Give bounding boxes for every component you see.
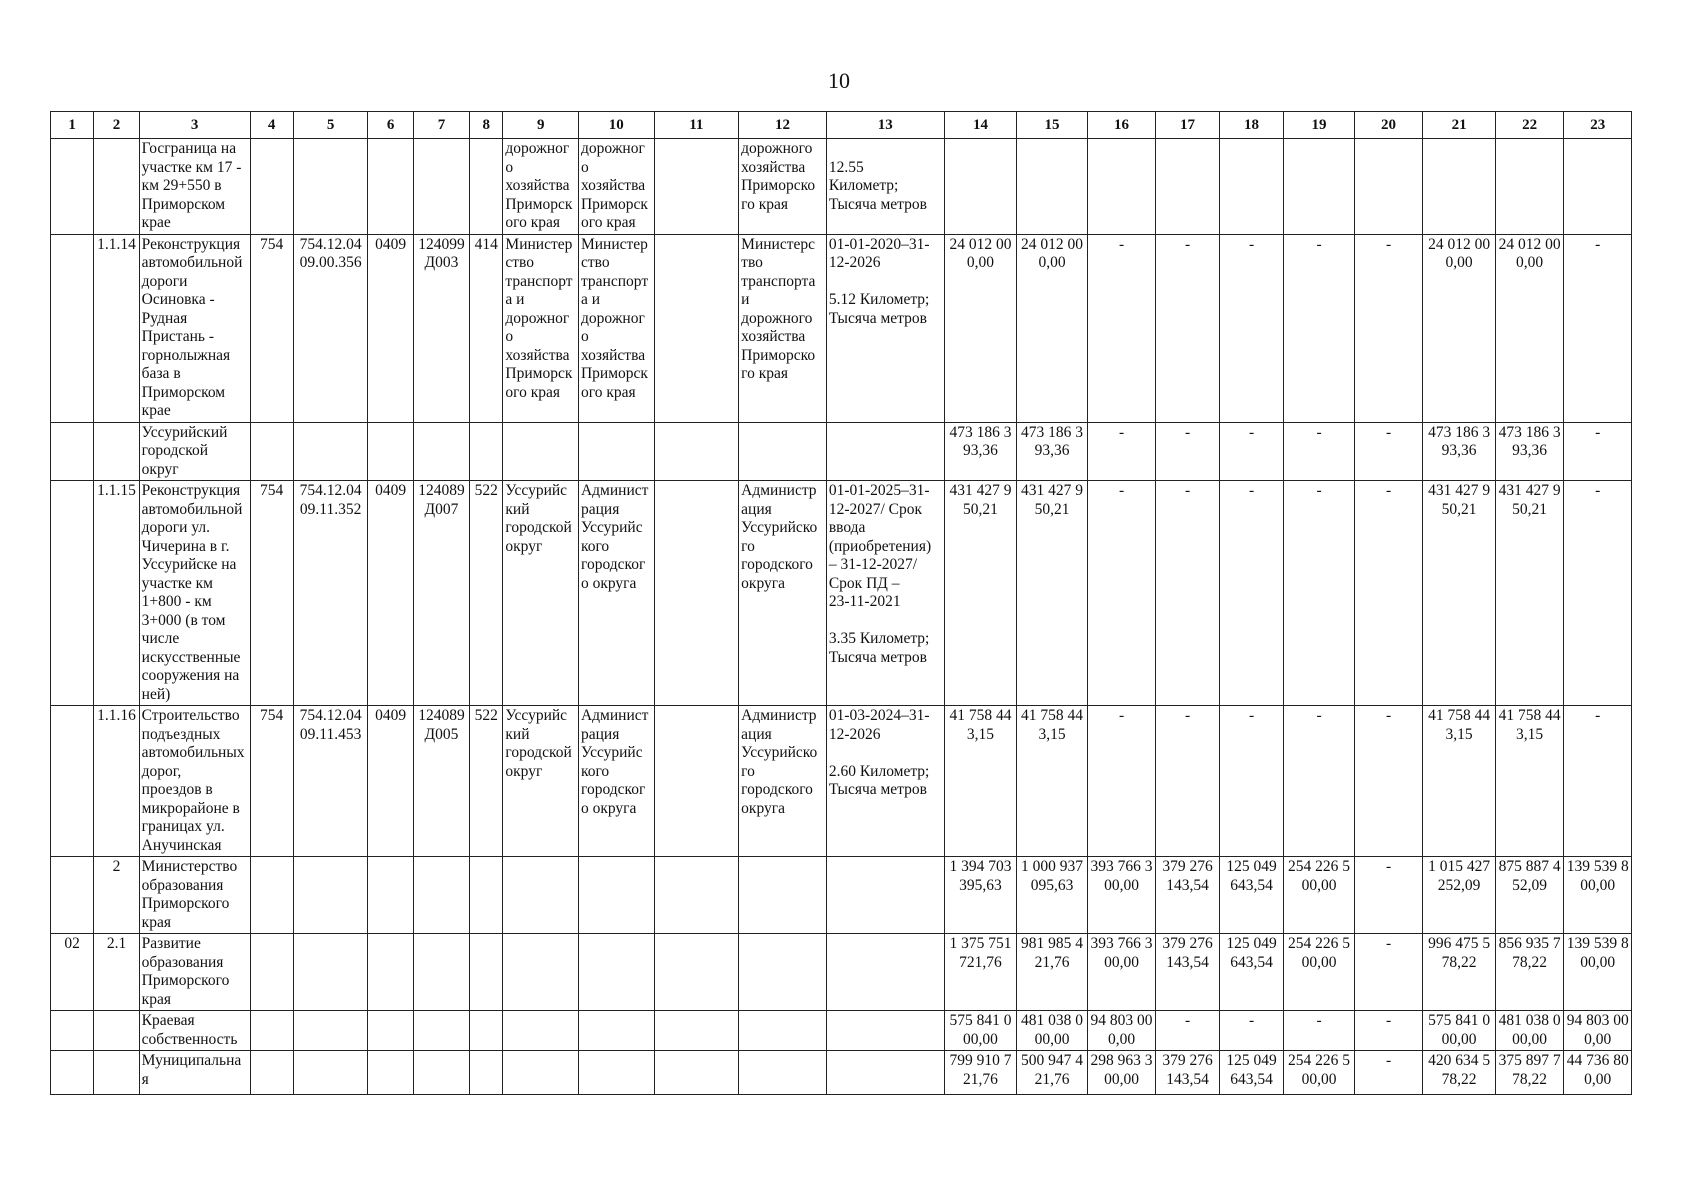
column-header-5: 5 (293, 112, 368, 139)
cell-col-23: - (1564, 234, 1632, 422)
cell-col-11 (654, 481, 739, 706)
cell-col-15: 473 186 3 93,36 (1017, 422, 1088, 481)
column-header-15: 15 (1017, 112, 1088, 139)
cell-col-5 (293, 1051, 368, 1095)
column-header-2: 2 (94, 112, 139, 139)
cell-col-3: Уссурийский городской округ (139, 422, 250, 481)
column-header-20: 20 (1354, 112, 1423, 139)
cell-col-9: Уссурийс кий городской округ (503, 706, 579, 857)
cell-col-20: - (1354, 1011, 1423, 1051)
cell-col-10 (578, 1051, 654, 1095)
cell-col-16: 94 803 00 0,00 (1087, 1011, 1156, 1051)
cell-col-21: 473 186 3 93,36 (1423, 422, 1496, 481)
cell-col-21: 996 475 5 78,22 (1423, 934, 1496, 1011)
cell-col-17: - (1156, 1011, 1219, 1051)
cell-col-12 (739, 934, 827, 1011)
cell-col-10: дорожног о хозяйства Приморск ого края (578, 139, 654, 235)
cell-col-18: 125 049 643,54 (1219, 1051, 1283, 1095)
cell-col-16: - (1087, 234, 1156, 422)
cell-col-3: Краевая собственность (139, 1011, 250, 1051)
cell-col-3: Министерство образования Приморского края (139, 857, 250, 934)
cell-col-16: - (1087, 422, 1156, 481)
cell-col-14: 431 427 9 50,21 (944, 481, 1017, 706)
table-row (51, 422, 1632, 481)
cell-col-9 (503, 1051, 579, 1095)
cell-col-15: 41 758 44 3,15 (1017, 706, 1088, 857)
cell-col-7: 124089 Д007 (413, 481, 469, 706)
cell-col-19: - (1284, 422, 1355, 481)
cell-col-4: 754 (250, 234, 293, 422)
cell-col-21: 575 841 0 00,00 (1423, 1011, 1496, 1051)
cell-col-21: 41 758 44 3,15 (1423, 706, 1496, 857)
cell-col-17: - (1156, 481, 1219, 706)
cell-col-9 (503, 857, 579, 934)
table-row (51, 706, 1632, 857)
cell-col-6 (368, 139, 413, 235)
cell-col-9: дорожног о хозяйства Приморск ого края (503, 139, 579, 235)
cell-col-12 (739, 422, 827, 481)
cell-col-6 (368, 422, 413, 481)
column-header-13: 13 (826, 112, 944, 139)
cell-col-9: Министер ство транспорт а и дорожног о хозяйства Приморск ого края (503, 234, 579, 422)
cell-col-12 (739, 1011, 827, 1051)
cell-col-2: 2 (94, 857, 139, 934)
cell-col-6 (368, 1051, 413, 1095)
cell-col-8: 522 (470, 481, 503, 706)
cell-col-13: 12.55 Километр; Тысяча метров (826, 139, 944, 235)
column-header-1: 1 (51, 112, 94, 139)
cell-col-12: Администр ация Уссурийско го городского округа (739, 481, 827, 706)
cell-col-16: 393 766 3 00,00 (1087, 857, 1156, 934)
cell-col-5: 754.12.04 09.11.453 (293, 706, 368, 857)
cell-col-13 (826, 857, 944, 934)
cell-col-16: 298 963 3 00,00 (1087, 1051, 1156, 1095)
table-row (51, 857, 1632, 934)
cell-col-22: 375 897 7 78,22 (1495, 1051, 1564, 1095)
cell-col-11 (654, 234, 739, 422)
table-row (51, 1051, 1632, 1095)
cell-col-3: Строительство подъездных автомобильных дорог, проездов в микрорайоне в границах ул. Анучинская (139, 706, 250, 857)
cell-col-20 (1354, 139, 1423, 235)
column-header-6: 6 (368, 112, 413, 139)
cell-col-19: - (1284, 481, 1355, 706)
cell-col-5 (293, 857, 368, 934)
cell-col-18: 125 049 643,54 (1219, 857, 1283, 934)
cell-col-8 (470, 1051, 503, 1095)
cell-col-15: 431 427 9 50,21 (1017, 481, 1088, 706)
cell-col-13: 01-03-2024–31- 12-2026 2.60 Километр; Тысяча метров (826, 706, 944, 857)
cell-col-13: 01-01-2020–31- 12-2026 5.12 Километр; Тысяча метров (826, 234, 944, 422)
cell-col-6: 0409 (368, 706, 413, 857)
cell-col-7 (413, 139, 469, 235)
cell-col-21: 431 427 9 50,21 (1423, 481, 1496, 706)
column-header-21: 21 (1423, 112, 1496, 139)
cell-col-6 (368, 1011, 413, 1051)
cell-col-18: - (1219, 234, 1283, 422)
cell-col-7 (413, 934, 469, 1011)
cell-col-22: 41 758 44 3,15 (1495, 706, 1564, 857)
cell-col-13 (826, 1051, 944, 1095)
cell-col-14: 473 186 3 93,36 (944, 422, 1017, 481)
column-header-23: 23 (1564, 112, 1632, 139)
cell-col-5 (293, 934, 368, 1011)
cell-col-20: - (1354, 934, 1423, 1011)
cell-col-15: 24 012 00 0,00 (1017, 234, 1088, 422)
cell-col-5: 754.12.04 09.11.352 (293, 481, 368, 706)
cell-col-17: 379 276 143,54 (1156, 1051, 1219, 1095)
cell-col-22 (1495, 139, 1564, 235)
cell-col-23: - (1564, 481, 1632, 706)
cell-col-23: - (1564, 706, 1632, 857)
cell-col-1 (51, 1051, 94, 1095)
column-header-11: 11 (654, 112, 739, 139)
cell-col-2: 2.1 (94, 934, 139, 1011)
column-header-7: 7 (413, 112, 469, 139)
cell-col-10 (578, 422, 654, 481)
column-header-8: 8 (470, 112, 503, 139)
cell-col-22: 473 186 3 93,36 (1495, 422, 1564, 481)
table-row (51, 139, 1632, 235)
cell-col-9 (503, 934, 579, 1011)
cell-col-8 (470, 422, 503, 481)
cell-col-19: 254 226 5 00,00 (1284, 857, 1355, 934)
cell-col-11 (654, 934, 739, 1011)
cell-col-10 (578, 857, 654, 934)
cell-col-14: 799 910 7 21,76 (944, 1051, 1017, 1095)
cell-col-1: 02 (51, 934, 94, 1011)
cell-col-14: 1 375 751 721,76 (944, 934, 1017, 1011)
cell-col-9: Уссурийс кий городской округ (503, 481, 579, 706)
table-row (51, 1011, 1632, 1051)
cell-col-7 (413, 1051, 469, 1095)
column-header-4: 4 (250, 112, 293, 139)
table-row (51, 481, 1632, 706)
cell-col-18: - (1219, 422, 1283, 481)
column-header-22: 22 (1495, 112, 1564, 139)
cell-col-22: 856 935 7 78,22 (1495, 934, 1564, 1011)
cell-col-22: 431 427 9 50,21 (1495, 481, 1564, 706)
cell-col-17: - (1156, 234, 1219, 422)
cell-col-20: - (1354, 857, 1423, 934)
cell-col-19: - (1284, 706, 1355, 857)
cell-col-6 (368, 857, 413, 934)
cell-col-7 (413, 1011, 469, 1051)
cell-col-5 (293, 139, 368, 235)
cell-col-12 (739, 857, 827, 934)
column-header-16: 16 (1087, 112, 1156, 139)
cell-col-4: 754 (250, 481, 293, 706)
cell-col-14 (944, 139, 1017, 235)
cell-col-21 (1423, 139, 1496, 235)
cell-col-2: 1.1.15 (94, 481, 139, 706)
cell-col-14: 41 758 44 3,15 (944, 706, 1017, 857)
cell-col-14: 24 012 00 0,00 (944, 234, 1017, 422)
cell-col-13 (826, 422, 944, 481)
cell-col-6: 0409 (368, 481, 413, 706)
cell-col-15 (1017, 139, 1088, 235)
cell-col-19: - (1284, 1011, 1355, 1051)
cell-col-17: 379 276 143,54 (1156, 857, 1219, 934)
cell-col-16: - (1087, 706, 1156, 857)
cell-col-11 (654, 139, 739, 235)
cell-col-23: 139 539 8 00,00 (1564, 934, 1632, 1011)
cell-col-19 (1284, 139, 1355, 235)
cell-col-10: Админист рация Уссурийс кого городског о округа (578, 706, 654, 857)
cell-col-1 (51, 234, 94, 422)
cell-col-11 (654, 857, 739, 934)
cell-col-7: 124099 Д003 (413, 234, 469, 422)
cell-col-4 (250, 1051, 293, 1095)
page-number: 10 (828, 68, 850, 93)
column-header-9: 9 (503, 112, 579, 139)
cell-col-5 (293, 422, 368, 481)
cell-col-10 (578, 1011, 654, 1051)
cell-col-15: 500 947 4 21,76 (1017, 1051, 1088, 1095)
table-row (51, 234, 1632, 422)
cell-col-21: 420 634 5 78,22 (1423, 1051, 1496, 1095)
cell-col-8 (470, 139, 503, 235)
cell-col-14: 575 841 0 00,00 (944, 1011, 1017, 1051)
cell-col-11 (654, 1051, 739, 1095)
cell-col-20: - (1354, 422, 1423, 481)
cell-col-17: - (1156, 706, 1219, 857)
cell-col-4 (250, 422, 293, 481)
cell-col-4 (250, 857, 293, 934)
cell-col-18: - (1219, 481, 1283, 706)
cell-col-1 (51, 481, 94, 706)
cell-col-23: 139 539 8 00,00 (1564, 857, 1632, 934)
cell-col-19: 254 226 5 00,00 (1284, 1051, 1355, 1095)
cell-col-21: 1 015 427 252,09 (1423, 857, 1496, 934)
cell-col-4 (250, 934, 293, 1011)
cell-col-23: 44 736 80 0,00 (1564, 1051, 1632, 1095)
cell-col-10: Министер ство транспорт а и дорожног о хозяйства Приморск ого края (578, 234, 654, 422)
cell-col-17: 379 276 143,54 (1156, 934, 1219, 1011)
cell-col-3: Муниципальна я (139, 1051, 250, 1095)
cell-col-3: Госграница на участке км 17 - км 29+550 в Приморском крае (139, 139, 250, 235)
cell-col-1 (51, 1011, 94, 1051)
cell-col-4 (250, 139, 293, 235)
cell-col-14: 1 394 703 395,63 (944, 857, 1017, 934)
cell-col-8 (470, 934, 503, 1011)
cell-col-18: - (1219, 1011, 1283, 1051)
budget-table (50, 111, 1632, 1095)
cell-col-8: 522 (470, 706, 503, 857)
cell-col-21: 24 012 00 0,00 (1423, 234, 1496, 422)
cell-col-12: дорожного хозяйства Приморско го края (739, 139, 827, 235)
cell-col-4: 754 (250, 706, 293, 857)
cell-col-6 (368, 934, 413, 1011)
cell-col-4 (250, 1011, 293, 1051)
header-row (51, 112, 1632, 139)
column-header-18: 18 (1219, 112, 1283, 139)
cell-col-11 (654, 706, 739, 857)
cell-col-5 (293, 1011, 368, 1051)
cell-col-1 (51, 857, 94, 934)
cell-col-2: 1.1.14 (94, 234, 139, 422)
cell-col-3: Реконструкция автомобильной дороги Осиновка - Рудная Пристань - горнолыжная база в Приморском крае (139, 234, 250, 422)
cell-col-2 (94, 1051, 139, 1095)
cell-col-11 (654, 422, 739, 481)
cell-col-7 (413, 422, 469, 481)
cell-col-8 (470, 857, 503, 934)
cell-col-1 (51, 422, 94, 481)
cell-col-23: 94 803 00 0,00 (1564, 1011, 1632, 1051)
cell-col-5: 754.12.04 09.00.356 (293, 234, 368, 422)
column-header-3: 3 (139, 112, 250, 139)
column-header-14: 14 (944, 112, 1017, 139)
cell-col-8: 414 (470, 234, 503, 422)
cell-col-2: 1.1.16 (94, 706, 139, 857)
cell-col-13 (826, 1011, 944, 1051)
cell-col-15: 1 000 937 095,63 (1017, 857, 1088, 934)
cell-col-15: 481 038 0 00,00 (1017, 1011, 1088, 1051)
cell-col-10 (578, 934, 654, 1011)
cell-col-18: 125 049 643,54 (1219, 934, 1283, 1011)
cell-col-9 (503, 422, 579, 481)
cell-col-15: 981 985 4 21,76 (1017, 934, 1088, 1011)
column-header-10: 10 (578, 112, 654, 139)
cell-col-13: 01-01-2025–31- 12-2027/ Срок ввода (приобретения) – 31-12-2027/ Срок ПД – 23-11-2021 3.35 Километр; Тысяча метров (826, 481, 944, 706)
cell-col-19: - (1284, 234, 1355, 422)
cell-col-7 (413, 857, 469, 934)
cell-col-20: - (1354, 706, 1423, 857)
column-header-12: 12 (739, 112, 827, 139)
cell-col-17: - (1156, 422, 1219, 481)
cell-col-12 (739, 1051, 827, 1095)
cell-col-12: Министерс тво транспорта и дорожного хозяйства Приморско го края (739, 234, 827, 422)
cell-col-1 (51, 706, 94, 857)
cell-col-1 (51, 139, 94, 235)
cell-col-12: Администр ация Уссурийско го городского округа (739, 706, 827, 857)
cell-col-8 (470, 1011, 503, 1051)
cell-col-20: - (1354, 1051, 1423, 1095)
column-header-19: 19 (1284, 112, 1355, 139)
cell-col-23: - (1564, 422, 1632, 481)
cell-col-22: 875 887 4 52,09 (1495, 857, 1564, 934)
column-header-17: 17 (1156, 112, 1219, 139)
cell-col-17 (1156, 139, 1219, 235)
cell-col-23 (1564, 139, 1632, 235)
cell-col-7: 124089 Д005 (413, 706, 469, 857)
cell-col-10: Админист рация Уссурийс кого городског о округа (578, 481, 654, 706)
cell-col-16 (1087, 139, 1156, 235)
cell-col-2 (94, 422, 139, 481)
cell-col-22: 481 038 0 00,00 (1495, 1011, 1564, 1051)
cell-col-20: - (1354, 234, 1423, 422)
cell-col-2 (94, 139, 139, 235)
cell-col-18: - (1219, 706, 1283, 857)
cell-col-22: 24 012 00 0,00 (1495, 234, 1564, 422)
cell-col-13 (826, 934, 944, 1011)
table-row (51, 934, 1632, 1011)
cell-col-6: 0409 (368, 234, 413, 422)
cell-col-11 (654, 1011, 739, 1051)
cell-col-2 (94, 1011, 139, 1051)
cell-col-19: 254 226 5 00,00 (1284, 934, 1355, 1011)
cell-col-9 (503, 1011, 579, 1051)
cell-col-18 (1219, 139, 1283, 235)
cell-col-3: Реконструкция автомобильной дороги ул. Чичерина в г. Уссурийске на участке км 1+800 - км 3+000 (в том числе искусственные сооружения на ней) (139, 481, 250, 706)
cell-col-3: Развитие образования Приморского края (139, 934, 250, 1011)
cell-col-16: 393 766 3 00,00 (1087, 934, 1156, 1011)
cell-col-16: - (1087, 481, 1156, 706)
cell-col-20: - (1354, 481, 1423, 706)
